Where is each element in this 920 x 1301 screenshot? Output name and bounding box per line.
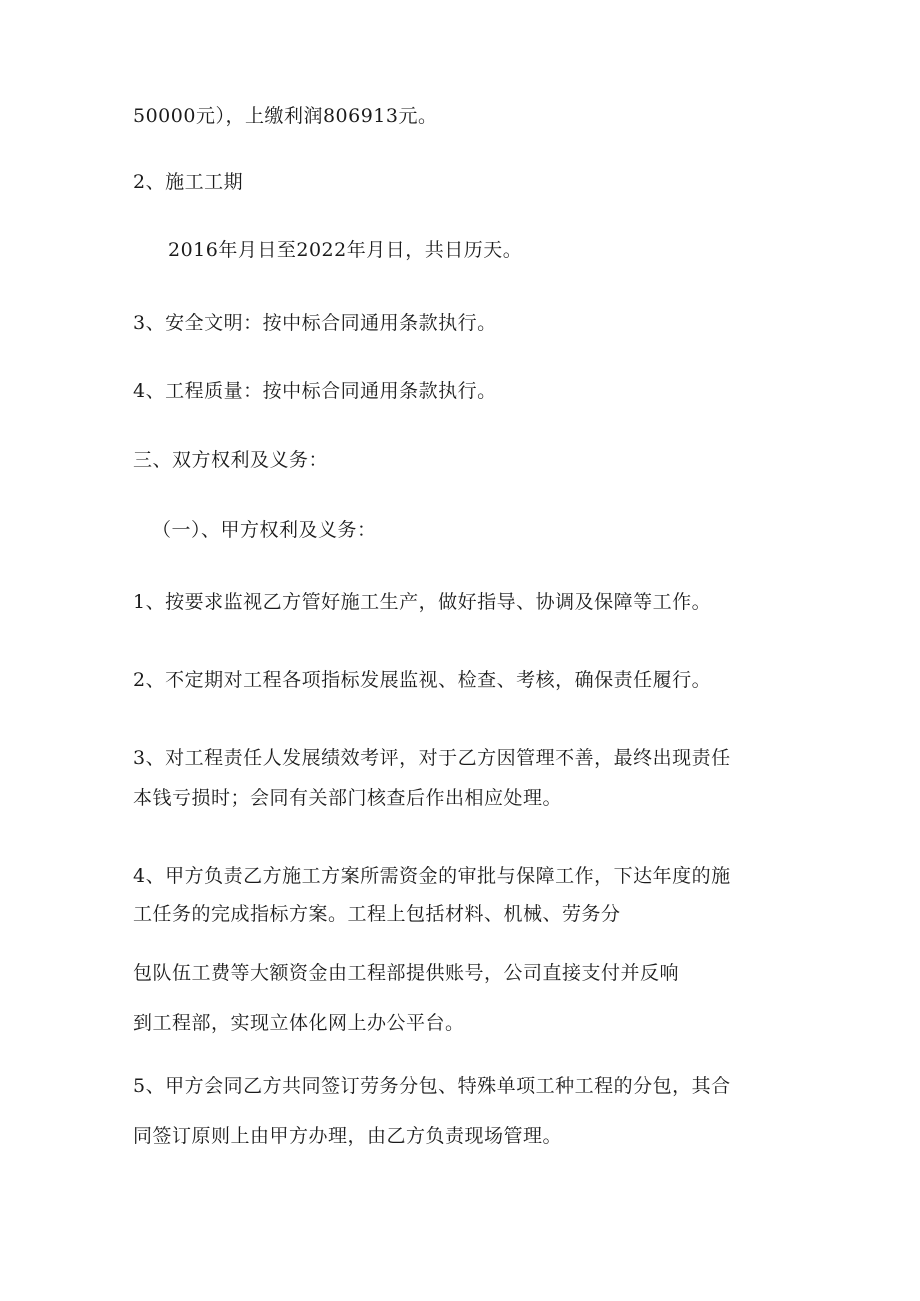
text-line-item-4d: 到工程部，实现立体化网上办公平台。 — [133, 1012, 465, 1034]
text-line-item-4b: 工任务的完成指标方案。工程上包括材料、机械、劳务分 — [133, 903, 621, 925]
heading-rights-obligations: 三、双方权利及义务： — [133, 449, 329, 471]
text-line-item-4a: 4、甲方负责乙方施工方案所需资金的审批与保障工作，下达年度的施 — [133, 865, 731, 887]
text-line-profit: 50000元），上缴利润806913元。 — [133, 105, 438, 127]
subheading-party-a: （一）、甲方权利及义务： — [152, 519, 377, 541]
text-line-safety: 3、安全文明：按中标合同通用条款执行。 — [133, 312, 497, 334]
text-line-item-3b: 本钱亏损时；会同有关部门核查后作出相应处理。 — [133, 787, 563, 809]
text-line-item-3a: 3、对工程责任人发展绩效考评，对于乙方因管理不善，最终出现责任 — [133, 747, 731, 769]
text-line-period-dates: 2016年月日至2022年月日，共日历天。 — [168, 239, 523, 261]
text-line-item-5a: 5、甲方会同乙方共同签订劳务分包、特殊单项工种工程的分包，其合 — [133, 1075, 731, 1097]
heading-construction-period: 2、施工工期 — [133, 171, 244, 193]
text-line-item-5b: 同签订原则上由甲方办理，由乙方负责现场管理。 — [133, 1125, 563, 1147]
text-line-quality: 4、工程质量：按中标合同通用条款执行。 — [133, 380, 497, 402]
text-line-item-4c: 包队伍工费等大额资金由工程部提供账号，公司直接支付并反响 — [133, 962, 680, 984]
text-line-item-2: 2、不定期对工程各项指标发展监视、检查、考核，确保责任履行。 — [133, 669, 712, 691]
text-line-item-1: 1、按要求监视乙方管好施工生产，做好指导、协调及保障等工作。 — [133, 591, 712, 613]
